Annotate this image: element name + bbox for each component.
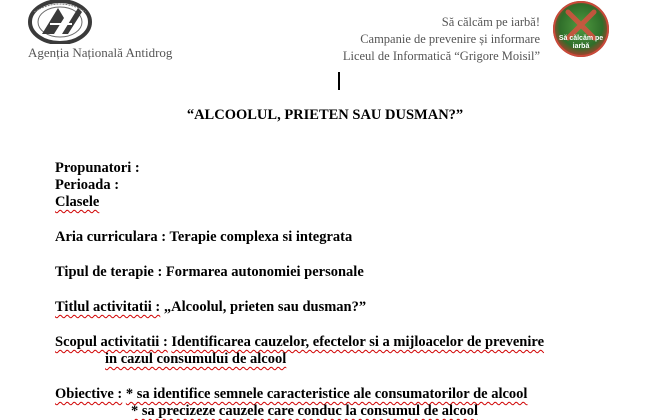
badge-text-1: Să călcăm pe xyxy=(558,35,604,42)
field-clasele: Clasele xyxy=(55,194,100,210)
field-titlul xyxy=(55,299,544,316)
obiective-label: Obiective : xyxy=(55,386,123,402)
field-scopul-cont xyxy=(55,351,544,368)
tipul-value: Formarea autonomiei personale xyxy=(165,264,364,280)
document-title: “ALCOOLUL, PRIETEN SAU DUSMAN?” xyxy=(186,107,464,123)
field-propunatori: Propunatori : xyxy=(55,160,140,176)
aria-value: Terapie complexa si integrata xyxy=(169,229,353,245)
text-cursor xyxy=(338,72,340,90)
field-perioada: Perioada : xyxy=(55,177,120,193)
agency-name: Agenția Națională Antidrog xyxy=(28,45,173,60)
field-obiective xyxy=(55,386,544,403)
titlul-label: Titlul activitatii : xyxy=(55,299,161,315)
campaign-slogan: Să călcăm pe iarbă! xyxy=(441,15,540,29)
obiective-item-1: * sa identifice semnele caracteristice ale consumatorilor de alcool xyxy=(125,386,528,402)
obiective-item-2: * sa precizeze cauzele care conduc la consumul de alcool xyxy=(131,403,478,419)
titlul-value: „Alcoolul, prieten sau dusman?” xyxy=(163,299,367,315)
school-name: Liceul de Informatică “Grigore Moisil” xyxy=(342,49,540,63)
field-aria xyxy=(55,229,544,246)
campaign-subtitle: Campanie de prevenire și informare xyxy=(360,32,540,46)
campaign-header xyxy=(343,14,540,65)
document-body xyxy=(55,160,544,420)
tipul-label: Tipul de terapie : xyxy=(55,264,163,280)
scopul-label: Scopul activitatii : xyxy=(55,334,168,350)
aria-label: Aria curriculara : xyxy=(55,229,167,245)
badge-text-2: iarbă xyxy=(572,43,590,50)
campaign-badge xyxy=(552,0,610,58)
agency-logo xyxy=(28,0,92,44)
field-obiective-cont xyxy=(55,403,544,420)
scopul-value-2: in cazul consumului de alcool xyxy=(105,351,287,367)
scopul-value-1: Identificarea cauzelor, efectelor si a mijloacelor de prevenire xyxy=(171,334,545,350)
field-scopul xyxy=(55,334,544,351)
field-tipul xyxy=(55,264,544,281)
